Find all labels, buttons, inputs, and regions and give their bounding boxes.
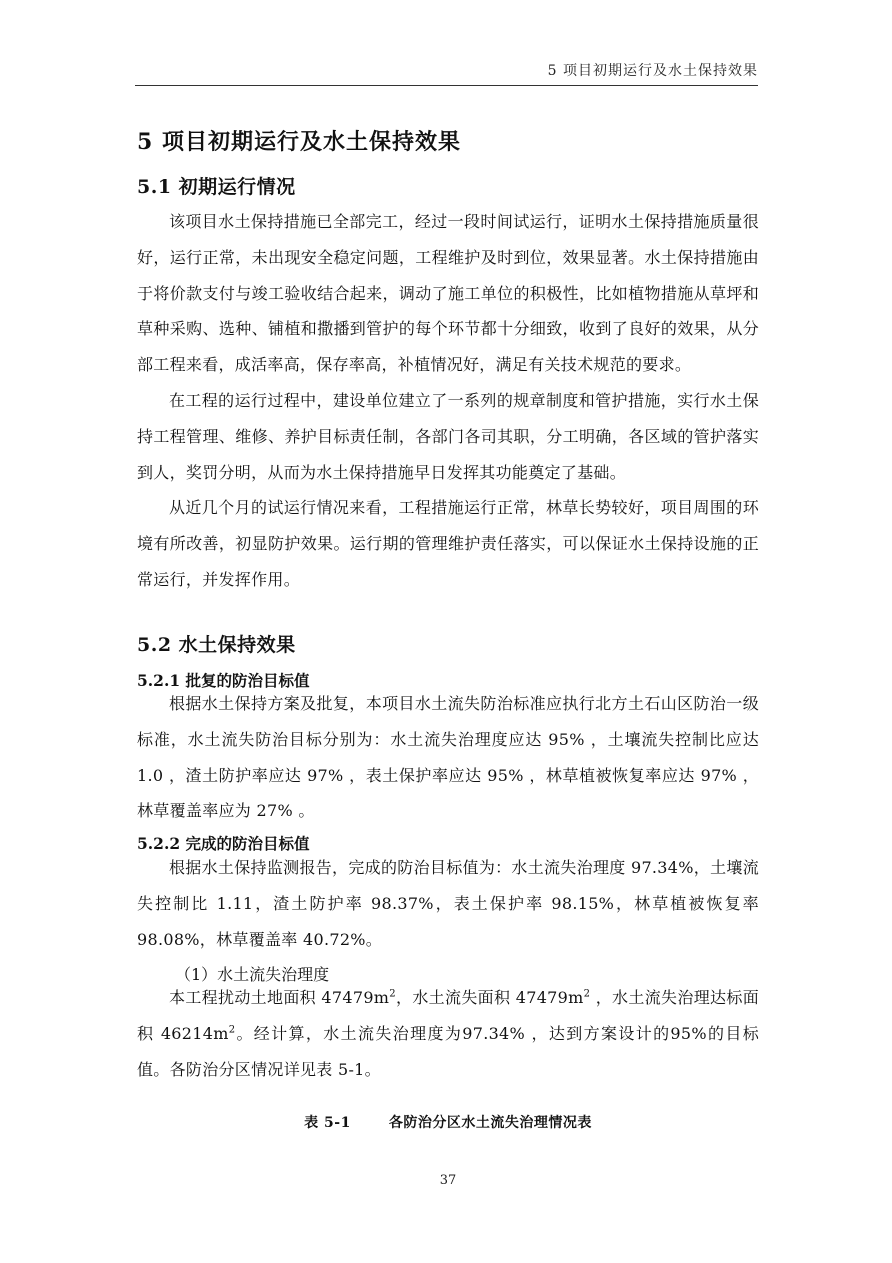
table-number: 表 5-1 [304,1115,351,1131]
text-run: ，水土流失面积 47479m [395,988,584,1007]
subsection-5-2-2-body [137,850,759,957]
subsection-5-2-1-body [137,686,759,829]
item-title: （1）水土流失治理度 [175,965,330,984]
paragraph: 根据水土保持监测报告，完成的防治目标值为：水土流失治理度 97.34%，土壤流失控制比 1.11，渣土防护率 98.37%，表土保护率 98.15%，林草植被恢复率 98.08%，林草覆盖率 40.72%。 [137,858,759,949]
table-title: 各防治分区水土流失治理情况表 [388,1115,592,1131]
item-body [137,980,759,1087]
superscript: 2 [228,1024,236,1036]
paragraph [137,980,759,1087]
header-rule [135,85,758,86]
section-5-1-title: 5.1 初期运行情况 [137,176,296,198]
text-run: ，水土流失治理达标面积 46214m [137,988,759,1043]
running-header: 5 项目初期运行及水土保持效果 [547,63,758,79]
subsection-5-2-1-title: 5.2.1 批复的防治目标值 [137,671,310,690]
table-caption [137,1112,759,1132]
paragraph: 在工程的运行过程中，建设单位建立了一系列的规章制度和管护措施，实行水土保持工程管理、维修、养护目标责任制，各部门各司其职，分工明确，各区域的管护落实到人，奖罚分明，从而为水土保持措施早日发挥其功能奠定了基础。 [137,390,759,482]
superscript: 2 [583,988,591,1000]
subsection-5-2-2-title: 5.2.2 完成的防治目标值 [137,834,310,853]
section-5-1-body [137,204,759,598]
paragraph: 根据水土保持方案及批复，本项目水土流失防治标准应执行北方土石山区防治一级标准，水土流失防治目标分别为：水土流失治理度应达 95% ，土壤流失控制比应达 1.0 ，渣土防护率应达 97% ，表土保护率应达 95% ，林草植被恢复率应达 97% ，林草覆盖率应为 27% 。 [137,694,759,821]
superscript: 2 [389,988,396,1000]
page-number: 37 [439,1173,457,1188]
text-run: 。经计算，水土流失治理度为97.34% ，达到方案设计的95%的目标值。各防治分区情况详见表 5-1。 [137,1023,760,1079]
paragraph: 从近几个月的试运行情况来看，工程措施运行正常，林草长势较好，项目周围的环境有所改善，初显防护效果。运行期的管理维护责任落实，可以保证水土保持设施的正常运行，并发挥作用。 [137,498,759,589]
paragraph: 该项目水土保持措施已全部完工，经过一段时间试运行，证明水土保持措施质量很好，运行正常，未出现安全稳定问题，工程维护及时到位，效果显著。水土保持措施由于将价款支付与竣工验收结合起来，调动了施工单位的积极性，比如植物措施从草坪和草种采购、选种、铺植和撒播到管护的每个环节都十分细致，收到了良好的效果，从分部工程来看，成活率高，保存率高，补植情况好，满足有关技术规范的要求。 [137,212,759,375]
section-5-2-title: 5.2 水土保持效果 [137,634,296,656]
chapter-title: 5 项目初期运行及水土保持效果 [137,129,461,155]
text-run: 本工程扰动土地面积 47479m [169,988,390,1007]
